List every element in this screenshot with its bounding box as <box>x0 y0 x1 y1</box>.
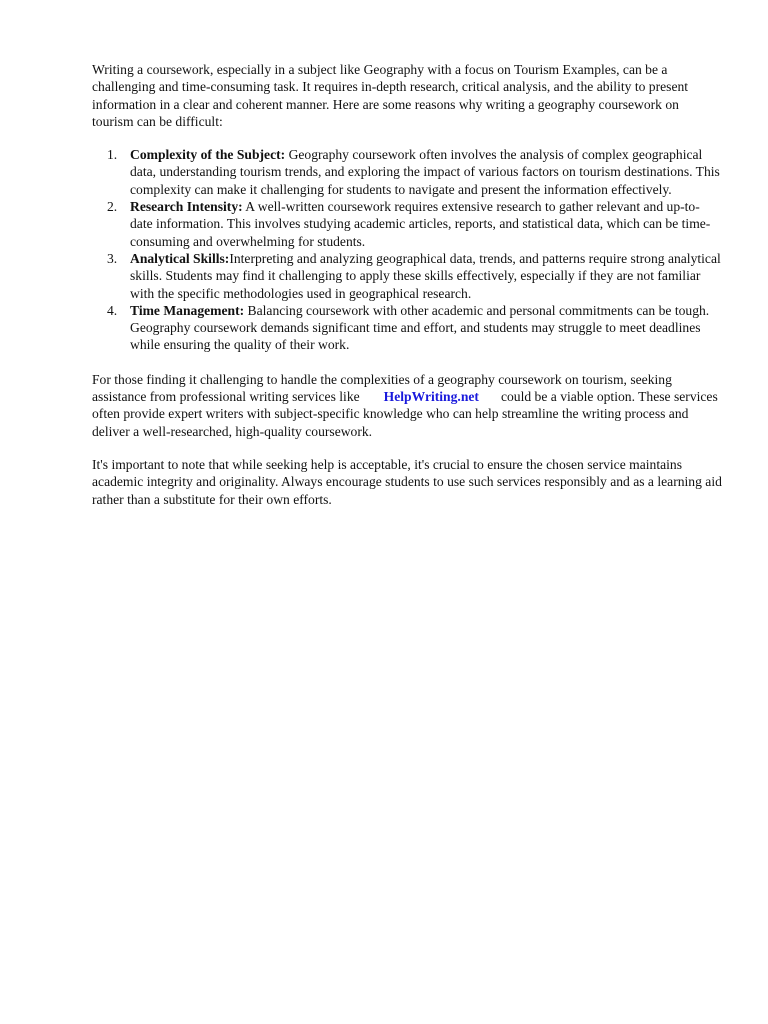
helpwriting-link[interactable]: HelpWriting.net <box>383 389 479 405</box>
reason-item-complexity <box>107 146 722 198</box>
reason-term: Time Management: <box>130 302 245 318</box>
reason-text: Balancing coursework with other academic and personal commitments can be tough. Geography coursework demands significant time and effort, and students may struggle to meet deadlines while ensuring the quality of their work. <box>130 302 710 353</box>
reason-text: A well-written coursework requires extensive research to gather relevant and up-to-date information. This involves studying academic articles, reports, and statistical data, which can be time-consuming and overwhelming for students. <box>130 199 711 249</box>
document-page <box>92 61 722 508</box>
reason-item-time <box>107 302 722 354</box>
reason-term: Research Intensity: <box>130 199 243 215</box>
reason-term: Complexity of the Subject: <box>130 147 286 163</box>
intro-paragraph: Writing a coursework, especially in a subject like Geography with a focus on Tourism Examples, can be a challenging and time-consuming task. It requires in-depth research, critical analysis, and the ability to present information in a clear and coherent manner. Here are some reasons why writing a geography coursework on tourism can be difficult: <box>92 62 689 129</box>
reason-number: 2. <box>107 199 118 215</box>
reasons-list <box>92 146 722 354</box>
assistance-paragraph <box>92 371 722 440</box>
reason-text: Geography coursework often involves the analysis of complex geographical data, understanding tourism trends, and exploring the impact of various factors on tourism destinations. This complexity can make it challenging for students to navigate and present the information effectively. <box>130 147 720 197</box>
reason-item-analytical <box>107 250 722 302</box>
reason-term: Analytical Skills: <box>130 250 230 266</box>
closing-paragraph: It's important to note that while seeking help is acceptable, it's crucial to ensure the chosen service maintains academic integrity and originality. Always encourage students to use such services responsibly and as a learning aid rather than a substitute for their own efforts. <box>92 456 722 507</box>
reason-item-research <box>107 198 722 250</box>
reason-number: 1. <box>107 147 118 163</box>
reason-number: 4. <box>107 302 118 318</box>
assistance-text-before: For those finding it challenging to handle the complexities of a geography coursework on tourism, seeking assistance from professional writing services like <box>92 371 672 405</box>
reason-number: 3. <box>107 250 118 266</box>
reason-text: Interpreting and analyzing geographical data, trends, and patterns require strong analytical skills. Students may find it challenging to apply these skills effectively, especially if they are not familiar with the specific methodologies used in geographical research. <box>130 250 721 301</box>
assistance-text-after: could be a viable option. These services often provide expert writers with subject-specific knowledge who can help streamline the writing process and deliver a well-researched, high-quality coursework. <box>92 389 718 439</box>
